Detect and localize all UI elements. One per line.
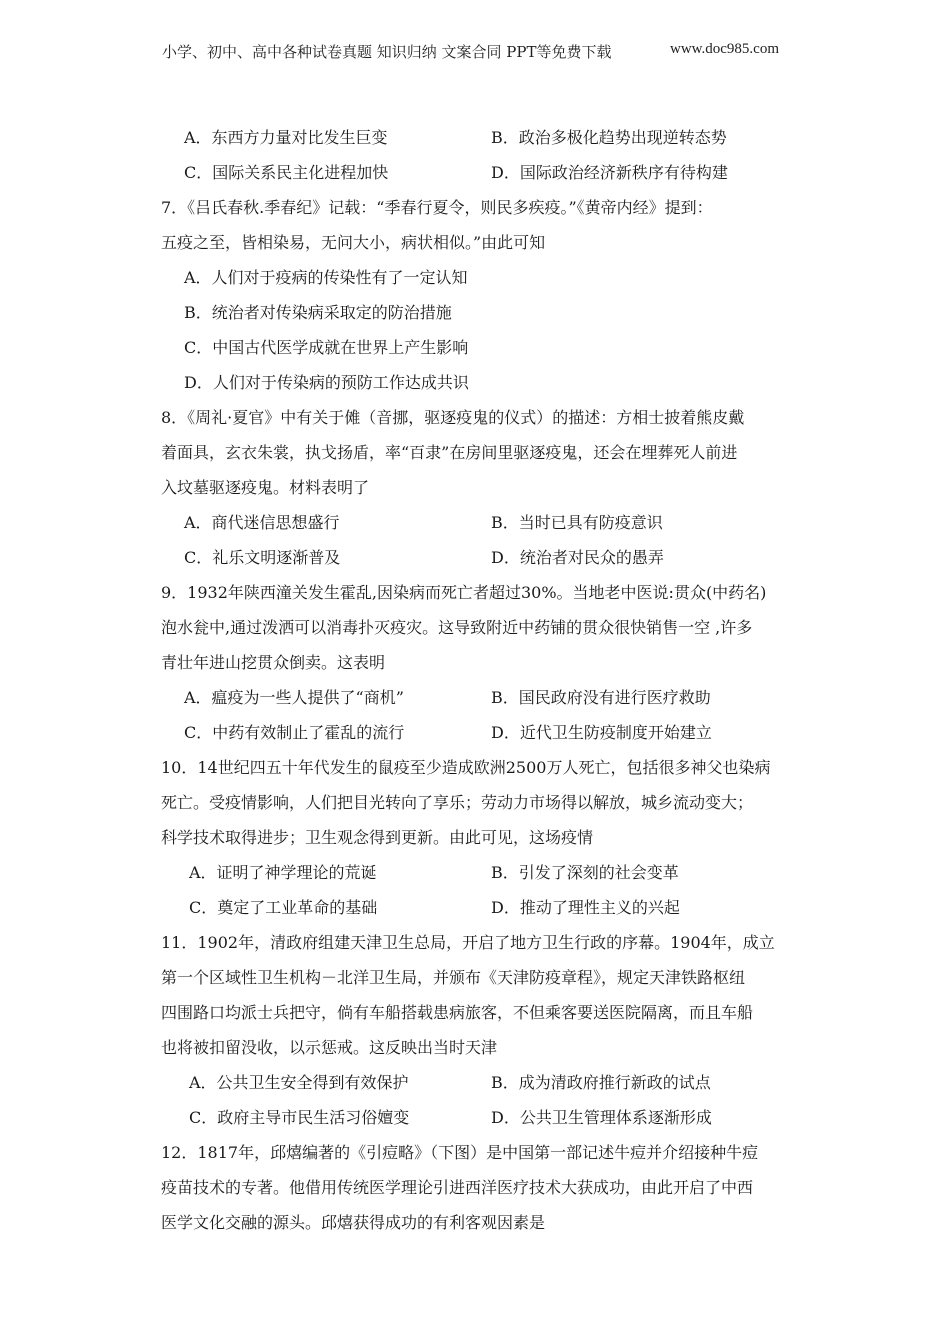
q12-stem-line-2: 疫苗技术的专著。他借用传统医学理论引进西洋医疗技术大获成功，由此开启了中西 [161,1178,754,1197]
q7-option-d: D．人们对于传染病的预防工作达成共识 [184,373,469,392]
q8-option-b: B．当时已具有防疫意识 [491,513,663,532]
header-url: www.doc985.com [670,41,780,57]
q7-option-b: B．统治者对传染病采取定的防治措施 [184,303,452,322]
q11-option-a: A．公共卫生安全得到有效保护 [189,1073,409,1092]
q8-stem-line-3: 入坟墓驱逐疫鬼。材料表明了 [161,478,370,497]
q10-stem-line-3: 科学技术取得进步；卫生观念得到更新。由此可见，这场疫情 [161,828,594,847]
q6-options-row-1 [161,120,791,155]
q6-option-b: B．政治多极化趋势出现逆转态势 [491,128,727,147]
q10-option-b: B．引发了深刻的社会变革 [491,863,679,882]
q11-stem-line-3: 四围路口均派士兵把守，倘有车船搭载患病旅客，不但乘客要送医院隔离，而且车船 [161,1003,754,1022]
q6-option-c: C．国际关系民主化进程加快 [184,163,389,182]
q9-option-d: D．近代卫生防疫制度开始建立 [491,723,712,742]
q8-options-row-2 [161,540,791,575]
q9-options-row-2 [161,715,791,750]
q10-stem-line-2: 死亡。受疫情影响，人们把目光转向了享乐；劳动力市场得以解放，城乡流动变大； [161,793,754,812]
q10-option-d: D．推动了理性主义的兴起 [491,898,680,917]
header-text: 小学、初中、高中各种试卷真题 知识归纳 文案合同 PPT等免费下载 [162,43,612,61]
q8-stem-line-1: 8．《周礼·夏官》中有关于傩（音挪，驱逐疫鬼的仪式）的描述：方相士披着熊皮戴 [161,408,745,427]
q8-option-c: C．礼乐文明逐渐普及 [184,548,341,567]
q9-option-a: A．瘟疫为一些人提供了“商机” [184,688,404,707]
q12-stem-line-3: 医学文化交融的源头。邱熺获得成功的有利客观因素是 [161,1213,546,1232]
q8-stem-line-2: 着面具，玄衣朱裳，执戈扬盾，率“百隶”在房间里驱逐疫鬼，还会在埋葬死人前进 [161,443,738,462]
page-header [162,41,802,62]
q11-stem-line-4: 也将被扣留没收，以示惩戒。这反映出当时天津 [161,1038,498,1057]
q10-options-row-2 [161,890,791,925]
q9-stem-line-1: 9．1932年陕西潼关发生霍乱,因染病而死亡者超过30%。当地老中医说:贯众(中药名) [161,583,767,602]
q11-stem-line-2: 第一个区域性卫生机构－北洋卫生局，并颁布《天津防疫章程》，规定天津铁路枢纽 [161,968,746,987]
q11-option-d: D．公共卫生管理体系逐渐形成 [491,1108,712,1127]
q8-option-a: A．商代迷信思想盛行 [184,513,340,532]
q9-options-row-1 [161,680,791,715]
q6-option-d: D．国际政治经济新秩序有待构建 [491,163,728,182]
q10-options-row-1 [161,855,791,890]
q9-option-c: C．中药有效制止了霍乱的流行 [184,723,405,742]
q9-stem-line-3: 青壮年进山挖贯众倒卖。这表明 [161,653,386,672]
q11-stem-line-1: 11．1902年，清政府组建天津卫生总局，开启了地方卫生行政的序幕。1904年，成立 [161,933,775,952]
q8-option-d: D．统治者对民众的愚弄 [491,548,664,567]
q11-option-b: B．成为清政府推行新政的试点 [491,1073,711,1092]
q9-stem-line-2: 泡水瓮中,通过泼洒可以消毒扑灭疫灾。这导致附近中药铺的贯众很快销售一空 ,许多 [161,618,753,637]
q7-stem-line-1: 7．《吕氏春秋.季春纪》记载：“季春行夏令，则民多疾疫。”《黄帝内经》提到： [161,198,713,217]
q9-option-b: B．国民政府没有进行医疗救助 [491,688,711,707]
q7-option-a: A．人们对于疫病的传染性有了一定认知 [184,268,468,287]
q10-option-c: C．奠定了工业革命的基础 [189,898,378,917]
q10-stem-line-1: 10．14世纪四五十年代发生的鼠疫至少造成欧洲2500万人死亡，包括很多神父也染病 [161,758,771,777]
q6-options-row-2 [161,155,791,190]
q11-options-row-2 [161,1100,791,1135]
q11-options-row-1 [161,1065,791,1100]
exam-content [161,120,791,1240]
q8-options-row-1 [161,505,791,540]
q11-option-c: C．政府主导市民生活习俗嬗变 [189,1108,410,1127]
q7-stem-line-2: 五疫之至，皆相染易，无问大小，病状相似。”由此可知 [161,233,546,252]
q6-option-a: A．东西方力量对比发生巨变 [184,128,388,147]
q7-option-c: C．中国古代医学成就在世界上产生影响 [184,338,469,357]
q12-stem-line-1: 12．1817年，邱熺编著的《引痘略》（下图）是中国第一部记述牛痘并介绍接种牛痘 [161,1143,759,1162]
q10-option-a: A．证明了神学理论的荒诞 [189,863,377,882]
